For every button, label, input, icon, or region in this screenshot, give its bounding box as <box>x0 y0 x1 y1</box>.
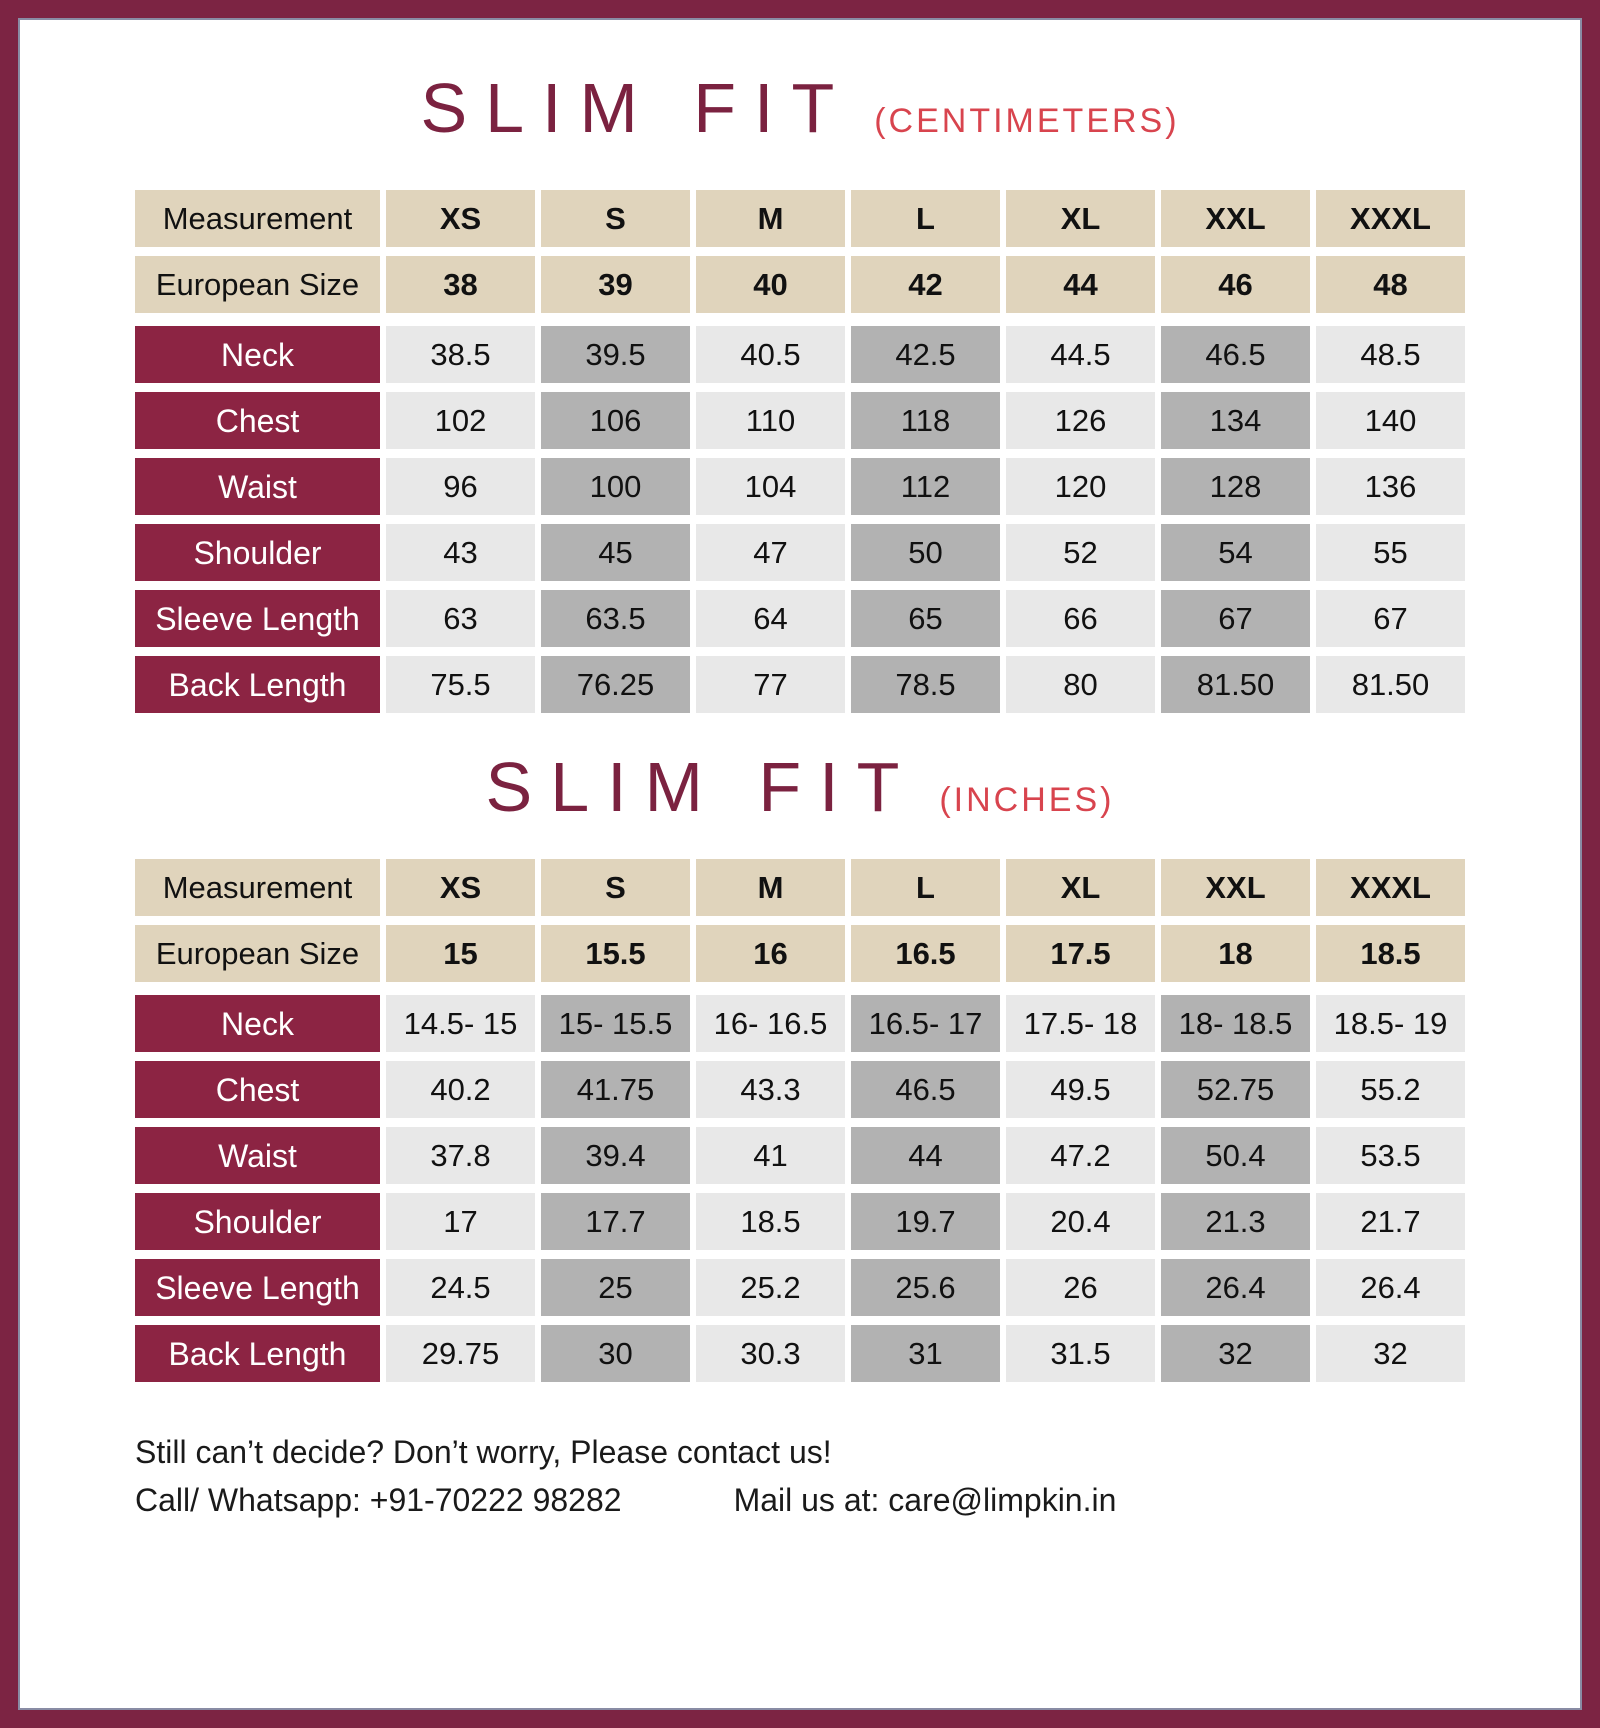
european-size-value-cell: 15 <box>386 925 535 982</box>
data-cell: 50.4 <box>1161 1127 1310 1184</box>
data-cell: 126 <box>1006 392 1155 449</box>
data-cell: 25 <box>541 1259 690 1316</box>
measurement-header-cell: Measurement <box>135 190 380 247</box>
european-size-value-cell: 16.5 <box>851 925 1000 982</box>
contact-phone: Call/ Whatsapp: +91-70222 98282 <box>135 1482 622 1518</box>
table-header-in <box>135 859 1465 982</box>
row-label-cell: Chest <box>135 1061 380 1118</box>
size-header-cell: XS <box>386 859 535 916</box>
data-cell: 140 <box>1316 392 1465 449</box>
data-cell: 45 <box>541 524 690 581</box>
data-cell: 49.5 <box>1006 1061 1155 1118</box>
data-cell: 64 <box>696 590 845 647</box>
size-header-cell: M <box>696 190 845 247</box>
data-cell: 16.5- 17 <box>851 995 1000 1052</box>
data-cell: 18- 18.5 <box>1161 995 1310 1052</box>
table-body-cm <box>135 326 1465 713</box>
size-header-cell: L <box>851 859 1000 916</box>
data-cell: 15- 15.5 <box>541 995 690 1052</box>
size-header-cell: S <box>541 859 690 916</box>
european-size-value-cell: 48 <box>1316 256 1465 313</box>
size-header-cell: S <box>541 190 690 247</box>
title-text: SLIM FIT <box>420 69 853 147</box>
data-cell: 40.2 <box>386 1061 535 1118</box>
data-cell: 25.2 <box>696 1259 845 1316</box>
data-cell: 46.5 <box>851 1061 1000 1118</box>
data-cell: 66 <box>1006 590 1155 647</box>
data-cell: 54 <box>1161 524 1310 581</box>
footer-help-text: Still can’t decide? Don’t worry, Please contact us! <box>135 1434 832 1470</box>
data-cell: 40.5 <box>696 326 845 383</box>
data-cell: 100 <box>541 458 690 515</box>
data-cell: 75.5 <box>386 656 535 713</box>
data-cell: 44 <box>851 1127 1000 1184</box>
data-cell: 112 <box>851 458 1000 515</box>
data-cell: 39.5 <box>541 326 690 383</box>
data-cell: 96 <box>386 458 535 515</box>
european-size-value-cell: 46 <box>1161 256 1310 313</box>
size-header-cell: XL <box>1006 859 1155 916</box>
row-label-cell: Chest <box>135 392 380 449</box>
measurement-header-cell: Measurement <box>135 859 380 916</box>
data-cell: 76.25 <box>541 656 690 713</box>
data-cell: 30.3 <box>696 1325 845 1382</box>
data-cell: 29.75 <box>386 1325 535 1382</box>
data-cell: 30 <box>541 1325 690 1382</box>
data-cell: 41.75 <box>541 1061 690 1118</box>
data-cell: 20.4 <box>1006 1193 1155 1250</box>
data-cell: 18.5- 19 <box>1316 995 1465 1052</box>
data-cell: 43.3 <box>696 1061 845 1118</box>
row-label-cell: Back Length <box>135 1325 380 1382</box>
data-cell: 32 <box>1161 1325 1310 1382</box>
european-size-value-cell: 16 <box>696 925 845 982</box>
data-cell: 39.4 <box>541 1127 690 1184</box>
row-label-cell: Sleeve Length <box>135 590 380 647</box>
data-cell: 118 <box>851 392 1000 449</box>
data-cell: 41 <box>696 1127 845 1184</box>
row-label-cell: Back Length <box>135 656 380 713</box>
data-cell: 50 <box>851 524 1000 581</box>
contact-line <box>135 1476 1465 1524</box>
european-size-value-cell: 40 <box>696 256 845 313</box>
european-size-value-cell: 18.5 <box>1316 925 1465 982</box>
data-cell: 37.8 <box>386 1127 535 1184</box>
european-size-value-cell: 44 <box>1006 256 1155 313</box>
data-cell: 110 <box>696 392 845 449</box>
size-header-cell: L <box>851 190 1000 247</box>
data-cell: 24.5 <box>386 1259 535 1316</box>
data-cell: 80 <box>1006 656 1155 713</box>
data-cell: 17.5- 18 <box>1006 995 1155 1052</box>
size-header-cell: XXXL <box>1316 859 1465 916</box>
data-cell: 65 <box>851 590 1000 647</box>
row-label-cell: Waist <box>135 1127 380 1184</box>
data-cell: 52 <box>1006 524 1155 581</box>
size-header-cell: M <box>696 859 845 916</box>
data-cell: 102 <box>386 392 535 449</box>
centimeters-title <box>135 68 1465 146</box>
data-cell: 55 <box>1316 524 1465 581</box>
data-cell: 44.5 <box>1006 326 1155 383</box>
row-label-cell: Shoulder <box>135 524 380 581</box>
data-cell: 78.5 <box>851 656 1000 713</box>
data-cell: 81.50 <box>1316 656 1465 713</box>
data-cell: 81.50 <box>1161 656 1310 713</box>
data-cell: 31 <box>851 1325 1000 1382</box>
european-size-value-cell: 42 <box>851 256 1000 313</box>
row-label-cell: Waist <box>135 458 380 515</box>
size-table-centimeters <box>135 190 1465 713</box>
data-cell: 120 <box>1006 458 1155 515</box>
data-cell: 67 <box>1316 590 1465 647</box>
european-size-value-cell: 38 <box>386 256 535 313</box>
european-size-label-cell: European Size <box>135 256 380 313</box>
data-cell: 43 <box>386 524 535 581</box>
data-cell: 47 <box>696 524 845 581</box>
data-cell: 21.3 <box>1161 1193 1310 1250</box>
data-cell: 19.7 <box>851 1193 1000 1250</box>
data-cell: 128 <box>1161 458 1310 515</box>
contact-email: Mail us at: care@limpkin.in <box>733 1482 1117 1518</box>
data-cell: 21.7 <box>1316 1193 1465 1250</box>
data-cell: 32 <box>1316 1325 1465 1382</box>
size-table-inches <box>135 859 1465 1382</box>
data-cell: 17 <box>386 1193 535 1250</box>
inches-title <box>135 747 1465 825</box>
data-cell: 14.5- 15 <box>386 995 535 1052</box>
size-header-cell: XS <box>386 190 535 247</box>
european-size-value-cell: 15.5 <box>541 925 690 982</box>
data-cell: 134 <box>1161 392 1310 449</box>
row-label-cell: Shoulder <box>135 1193 380 1250</box>
data-cell: 17.7 <box>541 1193 690 1250</box>
data-cell: 25.6 <box>851 1259 1000 1316</box>
european-size-value-cell: 39 <box>541 256 690 313</box>
title-unit-label: (INCHES) <box>939 781 1115 819</box>
data-cell: 47.2 <box>1006 1127 1155 1184</box>
size-header-cell: XXL <box>1161 190 1310 247</box>
data-cell: 104 <box>696 458 845 515</box>
data-cell: 136 <box>1316 458 1465 515</box>
row-label-cell: Neck <box>135 326 380 383</box>
data-cell: 31.5 <box>1006 1325 1155 1382</box>
table-body-in <box>135 995 1465 1382</box>
row-label-cell: Neck <box>135 995 380 1052</box>
title-text: SLIM FIT <box>485 748 918 826</box>
data-cell: 26 <box>1006 1259 1155 1316</box>
title-unit-label: (CENTIMETERS) <box>874 102 1180 140</box>
data-cell: 53.5 <box>1316 1127 1465 1184</box>
data-cell: 26.4 <box>1316 1259 1465 1316</box>
data-cell: 18.5 <box>696 1193 845 1250</box>
data-cell: 42.5 <box>851 326 1000 383</box>
data-cell: 46.5 <box>1161 326 1310 383</box>
european-size-label-cell: European Size <box>135 925 380 982</box>
data-cell: 16- 16.5 <box>696 995 845 1052</box>
data-cell: 52.75 <box>1161 1061 1310 1118</box>
european-size-value-cell: 18 <box>1161 925 1310 982</box>
data-cell: 48.5 <box>1316 326 1465 383</box>
data-cell: 26.4 <box>1161 1259 1310 1316</box>
data-cell: 77 <box>696 656 845 713</box>
row-label-cell: Sleeve Length <box>135 1259 380 1316</box>
data-cell: 106 <box>541 392 690 449</box>
size-header-cell: XXL <box>1161 859 1310 916</box>
data-cell: 38.5 <box>386 326 535 383</box>
data-cell: 67 <box>1161 590 1310 647</box>
data-cell: 63.5 <box>541 590 690 647</box>
footer-note <box>135 1428 1465 1524</box>
data-cell: 55.2 <box>1316 1061 1465 1118</box>
size-header-cell: XL <box>1006 190 1155 247</box>
data-cell: 63 <box>386 590 535 647</box>
table-header-cm <box>135 190 1465 313</box>
european-size-value-cell: 17.5 <box>1006 925 1155 982</box>
size-header-cell: XXXL <box>1316 190 1465 247</box>
